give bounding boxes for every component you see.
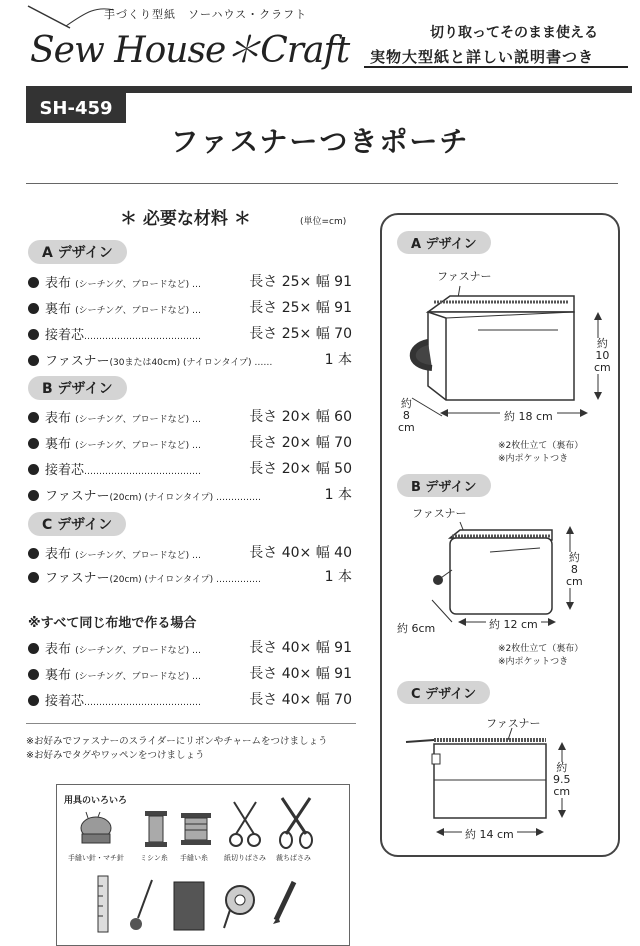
zipper-label: ファスナー	[486, 717, 541, 730]
material-qty: 長さ 20× 幅 60	[249, 409, 352, 425]
bullet-icon	[28, 277, 39, 288]
material-qty: 1 本	[324, 487, 352, 503]
bullet-icon	[28, 303, 39, 314]
zipper-label: ファスナー	[437, 270, 492, 283]
tool-label: 裁ちばさみ	[276, 854, 311, 862]
tape-measure-icon	[222, 880, 262, 930]
material-qty: 長さ 40× 幅 91	[249, 666, 352, 682]
design-c-label: C デザイン	[397, 681, 490, 704]
bullet-icon	[28, 572, 39, 583]
material-row: ファスナー(20cm) (ナイロンタイプ) ……………	[28, 485, 261, 504]
width-label: 約 18 cm	[500, 408, 557, 424]
divider	[26, 723, 356, 724]
material-qty: 長さ 40× 幅 40	[249, 545, 352, 561]
brand-logo: Sew House＊Craft	[30, 30, 350, 71]
height-label: 約 9.5 cm	[553, 761, 571, 798]
section-b-label: B デザイン	[28, 376, 127, 400]
bullet-icon	[28, 695, 39, 706]
section-c-label: C デザイン	[28, 512, 126, 536]
depth-label: 約 6cm	[397, 622, 436, 635]
height-label: 約 8 cm	[566, 551, 583, 588]
material-row: 裏布 (シーチング、ブロードなど) …	[28, 664, 201, 683]
unit-label: (単位=cm)	[300, 217, 347, 227]
material-qty: 長さ 20× 幅 70	[249, 435, 352, 451]
promo-line-2: 実物大型紙と詳しい説明書つき	[370, 48, 595, 66]
bullet-icon	[28, 548, 39, 559]
tool-label: 手縫い針・マチ針	[68, 854, 124, 862]
material-qty: 長さ 40× 幅 91	[249, 640, 352, 656]
width-label: 約 14 cm	[462, 826, 517, 842]
title-band	[26, 86, 632, 93]
same-fabric-heading: ※すべて同じ布地で作る場合	[28, 616, 197, 631]
brand-tagline: 手づくり型紙 ソーハウス・クラフト	[104, 8, 308, 21]
divider	[364, 66, 628, 68]
section-a-label: A デザイン	[28, 240, 127, 264]
bullet-icon	[28, 643, 39, 654]
material-row: 接着芯…………………………………	[28, 690, 201, 709]
design-note: ※内ポケットつき	[498, 454, 569, 464]
bullet-icon	[28, 412, 39, 423]
book-icon	[172, 880, 208, 932]
depth-label: 約 8 cm	[398, 397, 415, 434]
scissors-icon	[230, 800, 260, 850]
bullet-icon	[28, 464, 39, 475]
ruler-icon	[96, 874, 112, 934]
bullet-icon	[28, 490, 39, 501]
tool-label: 手縫い糸	[180, 854, 208, 862]
height-label: 約 10 cm	[594, 337, 611, 374]
design-note: ※2枚仕立て（裏布）	[498, 644, 584, 654]
material-row: 接着芯…………………………………	[28, 459, 201, 478]
bullet-icon	[28, 438, 39, 449]
pouch-c-illustration	[404, 728, 554, 824]
material-qty: 長さ 25× 幅 70	[249, 326, 352, 342]
divider	[26, 183, 618, 184]
material-row: 裏布 (シーチング、ブロードなど) …	[28, 433, 201, 452]
thread-spool-icon	[180, 812, 212, 846]
material-qty: 長さ 25× 幅 91	[249, 274, 352, 290]
materials-heading: ＊ 必要な材料 ＊	[120, 209, 251, 229]
design-b-label: B デザイン	[397, 474, 491, 497]
bullet-icon	[28, 355, 39, 366]
material-row: ファスナー(20cm) (ナイロンタイプ) ……………	[28, 567, 261, 586]
tool-label: 紙切りばさみ	[224, 854, 266, 862]
bullet-icon	[28, 669, 39, 680]
bullet-icon	[28, 329, 39, 340]
material-row: 表布 (シーチング、ブロードなど) …	[28, 638, 201, 657]
width-label: 約 12 cm	[486, 616, 541, 632]
awl-icon	[128, 878, 158, 934]
tool-label: ミシン糸	[140, 854, 168, 862]
chalk-pencil-icon	[270, 880, 298, 930]
thread-spool-icon	[144, 810, 168, 848]
pincushion-icon	[76, 812, 116, 848]
material-row: ファスナー(30または40cm) (ナイロンタイプ) ……	[28, 350, 272, 369]
design-note: ※2枚仕立て（裏布）	[498, 441, 584, 451]
material-qty: 1 本	[324, 569, 352, 585]
note: ※お好みでファスナーのスライダーにリボンやチャームをつけましょう	[26, 736, 328, 747]
material-row: 裏布 (シーチング、ブロードなど) …	[28, 298, 201, 317]
design-note: ※内ポケットつき	[498, 657, 569, 667]
design-a-label: A デザイン	[397, 231, 491, 254]
material-row: 表布 (シーチング、ブロードなど) …	[28, 543, 201, 562]
tools-title: 用具のいろいろ	[64, 796, 128, 806]
material-row: 接着芯…………………………………	[28, 324, 201, 343]
material-qty: 1 本	[324, 352, 352, 368]
material-qty: 長さ 40× 幅 70	[249, 692, 352, 708]
zipper-label: ファスナー	[412, 507, 467, 520]
product-code: SH-459	[26, 93, 126, 123]
material-row: 表布 (シーチング、ブロードなど) …	[28, 407, 201, 426]
scissors-icon	[278, 796, 314, 850]
material-row: 表布 (シーチング、ブロードなど) …	[28, 272, 201, 291]
material-qty: 長さ 20× 幅 50	[249, 461, 352, 477]
promo-line-1: 切り取ってそのまま使える	[430, 25, 598, 41]
page-title: ファスナーつきポーチ	[170, 125, 470, 158]
note: ※お好みでタグやワッペンをつけましょう	[26, 750, 205, 761]
material-qty: 長さ 25× 幅 91	[249, 300, 352, 316]
